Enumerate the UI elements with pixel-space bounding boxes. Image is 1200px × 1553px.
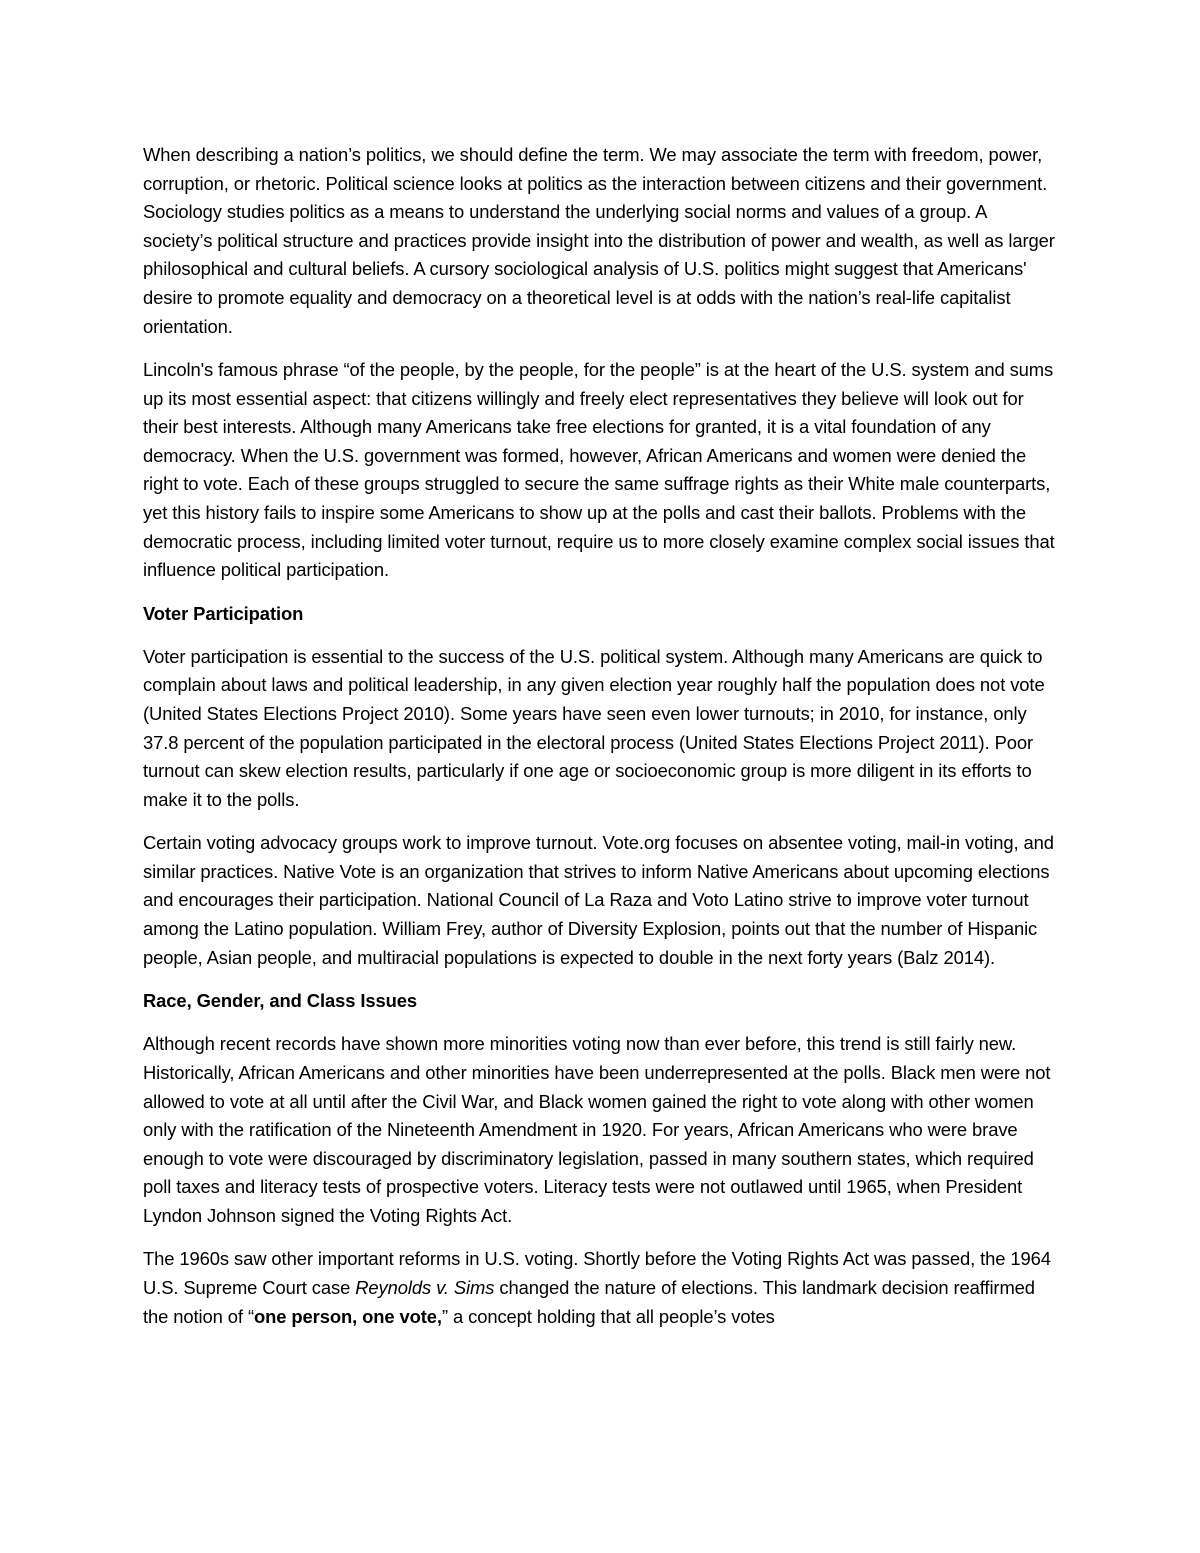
paragraph-voter-participation: Voter participation is essential to the success of the U.S. political system. Although many Americans are quick to complain about laws and political leadership, in any given election year roughly half the population does not vote (United States Elections Project 2010). Some years have seen even lower turnouts; in 2010, for instance, only 37.8 percent of the population participated in the electoral process (United States Elections Project 2011). Poor turnout can skew election results, particularly if one age or socioeconomic group is more diligent in its efforts to make it to the polls. xyxy=(143,645,1045,810)
document-page xyxy=(143,141,1057,1346)
paragraph-1960s-text-2: changed the nature of elections. This landmark decision reaffirmed the notion of “ xyxy=(143,1276,1035,1327)
paragraph-lincoln: Lincoln's famous phrase “of the people, by the people, for the people” is at the heart of the U.S. system and sums up its most essential aspect: that citizens willingly and freely elect representatives they believe will look out for their best interests. Although many Americans take free elections for granted, it is a vital foundation of any democracy. When the U.S. government was formed, however, African Americans and women were denied the right to vote. Each of these groups struggled to secure the same suffrage rights as their White male counterparts, yet this history fails to inspire some Americans to show up at the polls and cast their ballots. Problems with the democratic process, including limited voter turnout, require us to more closely examine complex social issues that influence political participation. xyxy=(143,358,1055,581)
heading-race-gender-class: Race, Gender, and Class Issues xyxy=(143,990,418,1012)
paragraph-1960s-reforms xyxy=(143,1245,1057,1331)
case-name-reynolds-v-sims: Reynolds v. Sims xyxy=(355,1276,495,1298)
paragraph-1960s-text-1: The 1960s saw other important reforms in U.S. voting. Shortly before the Voting Rights Act was passed, the 1964 U.S. Supreme Court case xyxy=(143,1248,1051,1298)
paragraph-advocacy-groups: Certain voting advocacy groups work to improve turnout. Vote.org focuses on absentee voting, mail-in voting, and similar practices. Native Vote is an organization that strives to inform Native Americans about upcoming elections and encourages their participation. National Council of La Raza and Voto Latino strive to improve voter turnout among the Latino population. William Frey, author of Diversity Explosion, points out that the number of Hispanic people, Asian people, and multiracial populations is expected to double in the next forty years (Balz 2014). xyxy=(143,832,1054,968)
heading-voter-participation: Voter Participation xyxy=(143,602,304,624)
paragraph-minorities-voting: Although recent records have shown more minorities voting now than ever before, this trend is still fairly new. Historically, African Americans and other minorities have been underrepresented at the polls. Black men were not allowed to vote at all until after the Civil War, and Black women gained the right to vote along with other women only with the ratification of the Nineteenth Amendment in 1920. For years, African Americans who were brave enough to vote were discouraged by discriminatory legislation, passed in many southern states, which required poll taxes and literacy tests of prospective voters. Literacy tests were not outlawed until 1965, when President Lyndon Johnson signed the Voting Rights Act. xyxy=(143,1033,1051,1226)
paragraph-intro: When describing a nation’s politics, we should define the term. We may associate the term with freedom, power, corruption, or rhetoric. Political science looks at politics as the interaction between citizens and their government. Sociology studies politics as a means to understand the underlying social norms and values of a group. A society’s political structure and practices provide insight into the distribution of power and wealth, as well as larger philosophical and cultural beliefs. A cursory sociological analysis of U.S. politics might suggest that Americans' desire to promote equality and democracy on a theoretical level is at odds with the nation’s real-life capitalist orientation. xyxy=(143,144,1055,337)
paragraph-1960s-text-3: ” a concept holding that all people’s votes xyxy=(441,1305,775,1327)
one-person-one-vote-term: one person, one vote, xyxy=(253,1305,442,1327)
